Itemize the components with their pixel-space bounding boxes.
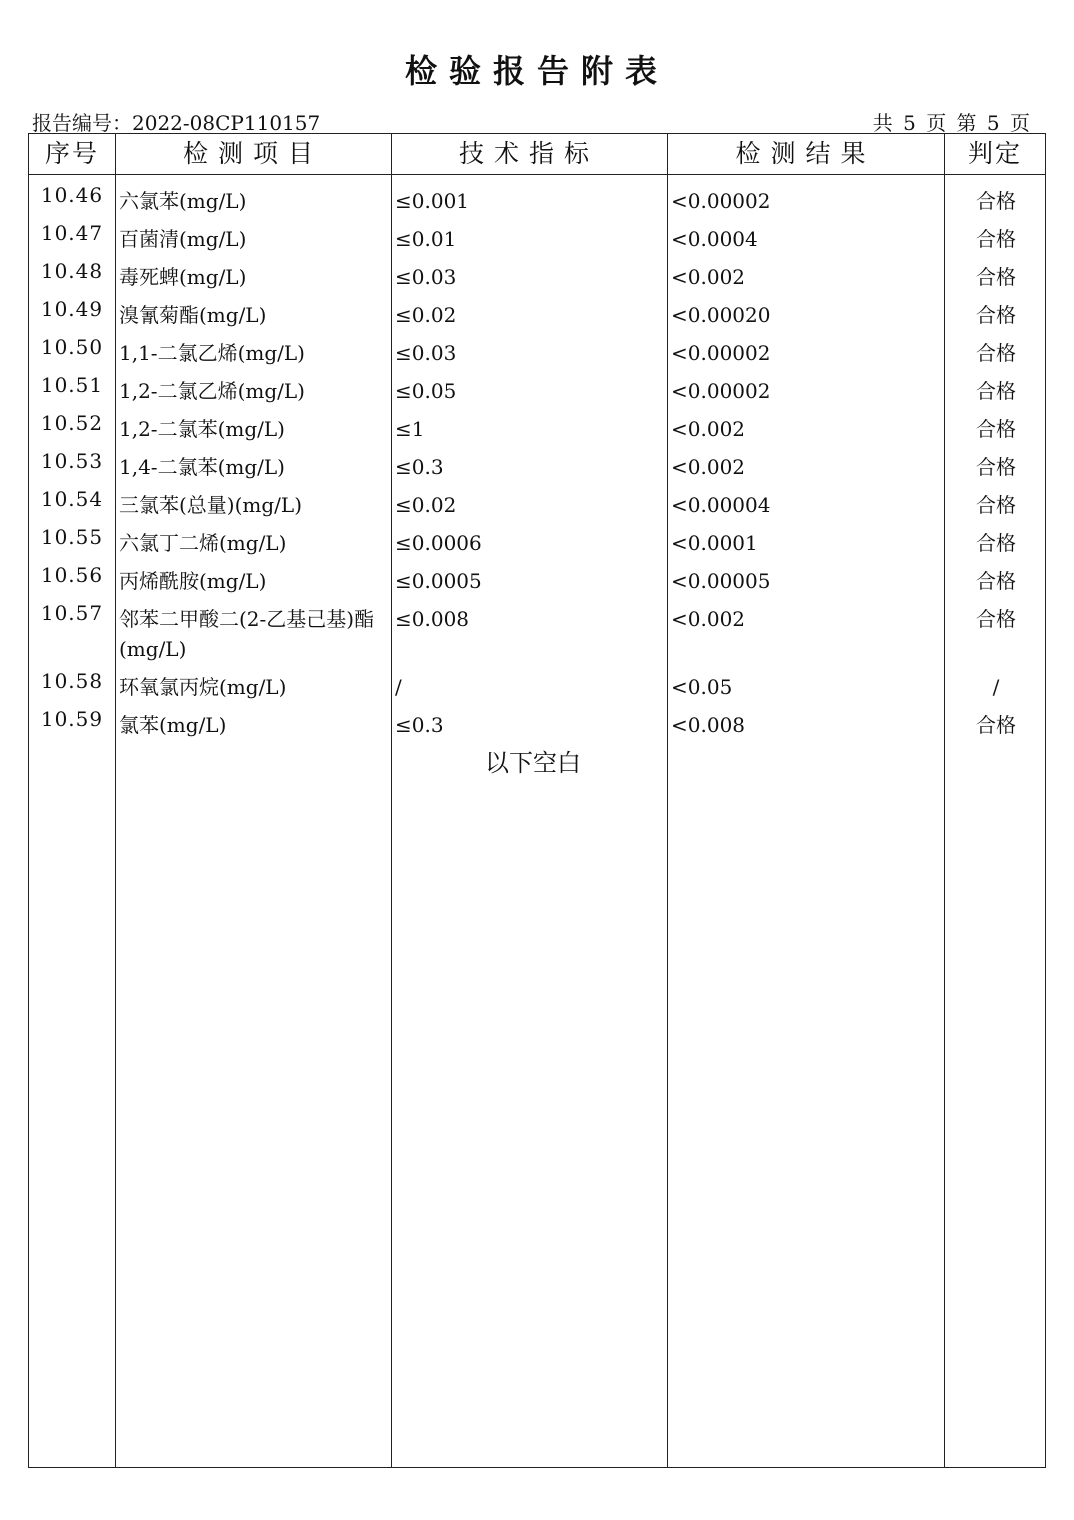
row-result: <0.05: [671, 675, 733, 699]
row-no: 10.47: [40, 221, 104, 245]
row-judgement: 合格: [976, 417, 1016, 441]
column-divider: [667, 134, 668, 1467]
row-spec: ≤1: [395, 417, 425, 441]
row-spec: ≤0.05: [395, 379, 457, 403]
row-spec: ≤0.0006: [395, 531, 482, 555]
row-judgement: 合格: [976, 569, 1016, 593]
row-no: 10.49: [40, 297, 104, 321]
blank-note: 以下空白: [485, 749, 581, 777]
row-result: <0.00005: [671, 569, 771, 593]
row-result: <0.00020: [671, 303, 771, 327]
header-divider: [29, 174, 1045, 175]
header-item: 检测项目: [182, 139, 323, 168]
results-table: [28, 133, 1046, 1468]
row-item: 氯苯(mg/L): [119, 713, 227, 737]
page-info: 共 5 页 第 5 页: [872, 111, 1030, 135]
row-spec: ≤0.008: [395, 607, 470, 631]
row-item: 1,2-二氯乙烯(mg/L): [119, 379, 305, 403]
row-item: 1,2-二氯苯(mg/L): [119, 417, 285, 441]
header-result: 检测结果: [735, 139, 876, 168]
row-no: 10.56: [40, 563, 104, 587]
row-spec: ≤0.3: [395, 713, 444, 737]
row-result: <0.0004: [671, 227, 758, 251]
column-divider: [115, 134, 116, 1467]
row-no: 10.54: [40, 487, 104, 511]
row-spec: /: [395, 675, 402, 699]
row-spec: ≤0.0005: [395, 569, 482, 593]
row-judgement: 合格: [976, 493, 1016, 517]
row-result: <0.00002: [671, 189, 771, 213]
row-spec: ≤0.02: [395, 493, 457, 517]
column-divider: [391, 134, 392, 1467]
row-result: <0.00002: [671, 379, 771, 403]
row-judgement: 合格: [976, 265, 1016, 289]
row-result: <0.002: [671, 265, 746, 289]
row-judgement: /: [992, 675, 1000, 699]
row-item: 环氧氯丙烷(mg/L): [119, 675, 287, 699]
column-divider: [944, 134, 945, 1467]
row-spec: ≤0.03: [395, 341, 457, 365]
row-judgement: 合格: [976, 341, 1016, 365]
row-result: <0.00004: [671, 493, 771, 517]
row-judgement: 合格: [976, 227, 1016, 251]
row-item: 邻苯二甲酸二(2-乙基己基)酯(mg/L): [119, 607, 375, 661]
row-judgement: 合格: [976, 303, 1016, 327]
row-result: <0.002: [671, 417, 746, 441]
row-no: 10.59: [40, 707, 104, 731]
row-no: 10.52: [40, 411, 104, 435]
row-result: <0.002: [671, 455, 746, 479]
row-result: <0.00002: [671, 341, 771, 365]
row-item: 1,4-二氯苯(mg/L): [119, 455, 285, 479]
row-spec: ≤0.001: [395, 189, 470, 213]
row-result: <0.008: [671, 713, 746, 737]
row-item: 毒死蜱(mg/L): [119, 265, 247, 289]
row-spec: ≤0.01: [395, 227, 457, 251]
header-spec: 技术指标: [458, 139, 599, 168]
row-no: 10.51: [40, 373, 104, 397]
row-no: 10.55: [40, 525, 104, 549]
header-judgement: 判定: [967, 139, 1022, 168]
row-judgement: 合格: [976, 379, 1016, 403]
row-result: <0.0001: [671, 531, 758, 555]
row-item: 六氯苯(mg/L): [119, 189, 247, 213]
report-title: 检验报告附表: [404, 52, 669, 90]
row-no: 10.46: [40, 183, 104, 207]
row-item: 溴氰菊酯(mg/L): [119, 303, 267, 327]
row-judgement: 合格: [976, 607, 1016, 631]
row-item: 三氯苯(总量)(mg/L): [119, 493, 302, 517]
row-judgement: 合格: [976, 713, 1016, 737]
row-item: 百菌清(mg/L): [119, 227, 247, 251]
row-no: 10.53: [40, 449, 104, 473]
header-no: 序号: [44, 139, 99, 168]
row-item: 1,1-二氯乙烯(mg/L): [119, 341, 305, 365]
row-no: 10.57: [40, 601, 104, 625]
row-spec: ≤0.02: [395, 303, 457, 327]
row-judgement: 合格: [976, 189, 1016, 213]
row-judgement: 合格: [976, 531, 1016, 555]
row-judgement: 合格: [976, 455, 1016, 479]
row-spec: ≤0.3: [395, 455, 444, 479]
row-result: <0.002: [671, 607, 746, 631]
row-item: 六氯丁二烯(mg/L): [119, 531, 287, 555]
row-spec: ≤0.03: [395, 265, 457, 289]
report-number: 报告编号：2022-08CP110157: [32, 111, 321, 135]
row-no: 10.48: [40, 259, 104, 283]
row-item: 丙烯酰胺(mg/L): [119, 569, 267, 593]
row-no: 10.58: [40, 669, 104, 693]
row-no: 10.50: [40, 335, 104, 359]
